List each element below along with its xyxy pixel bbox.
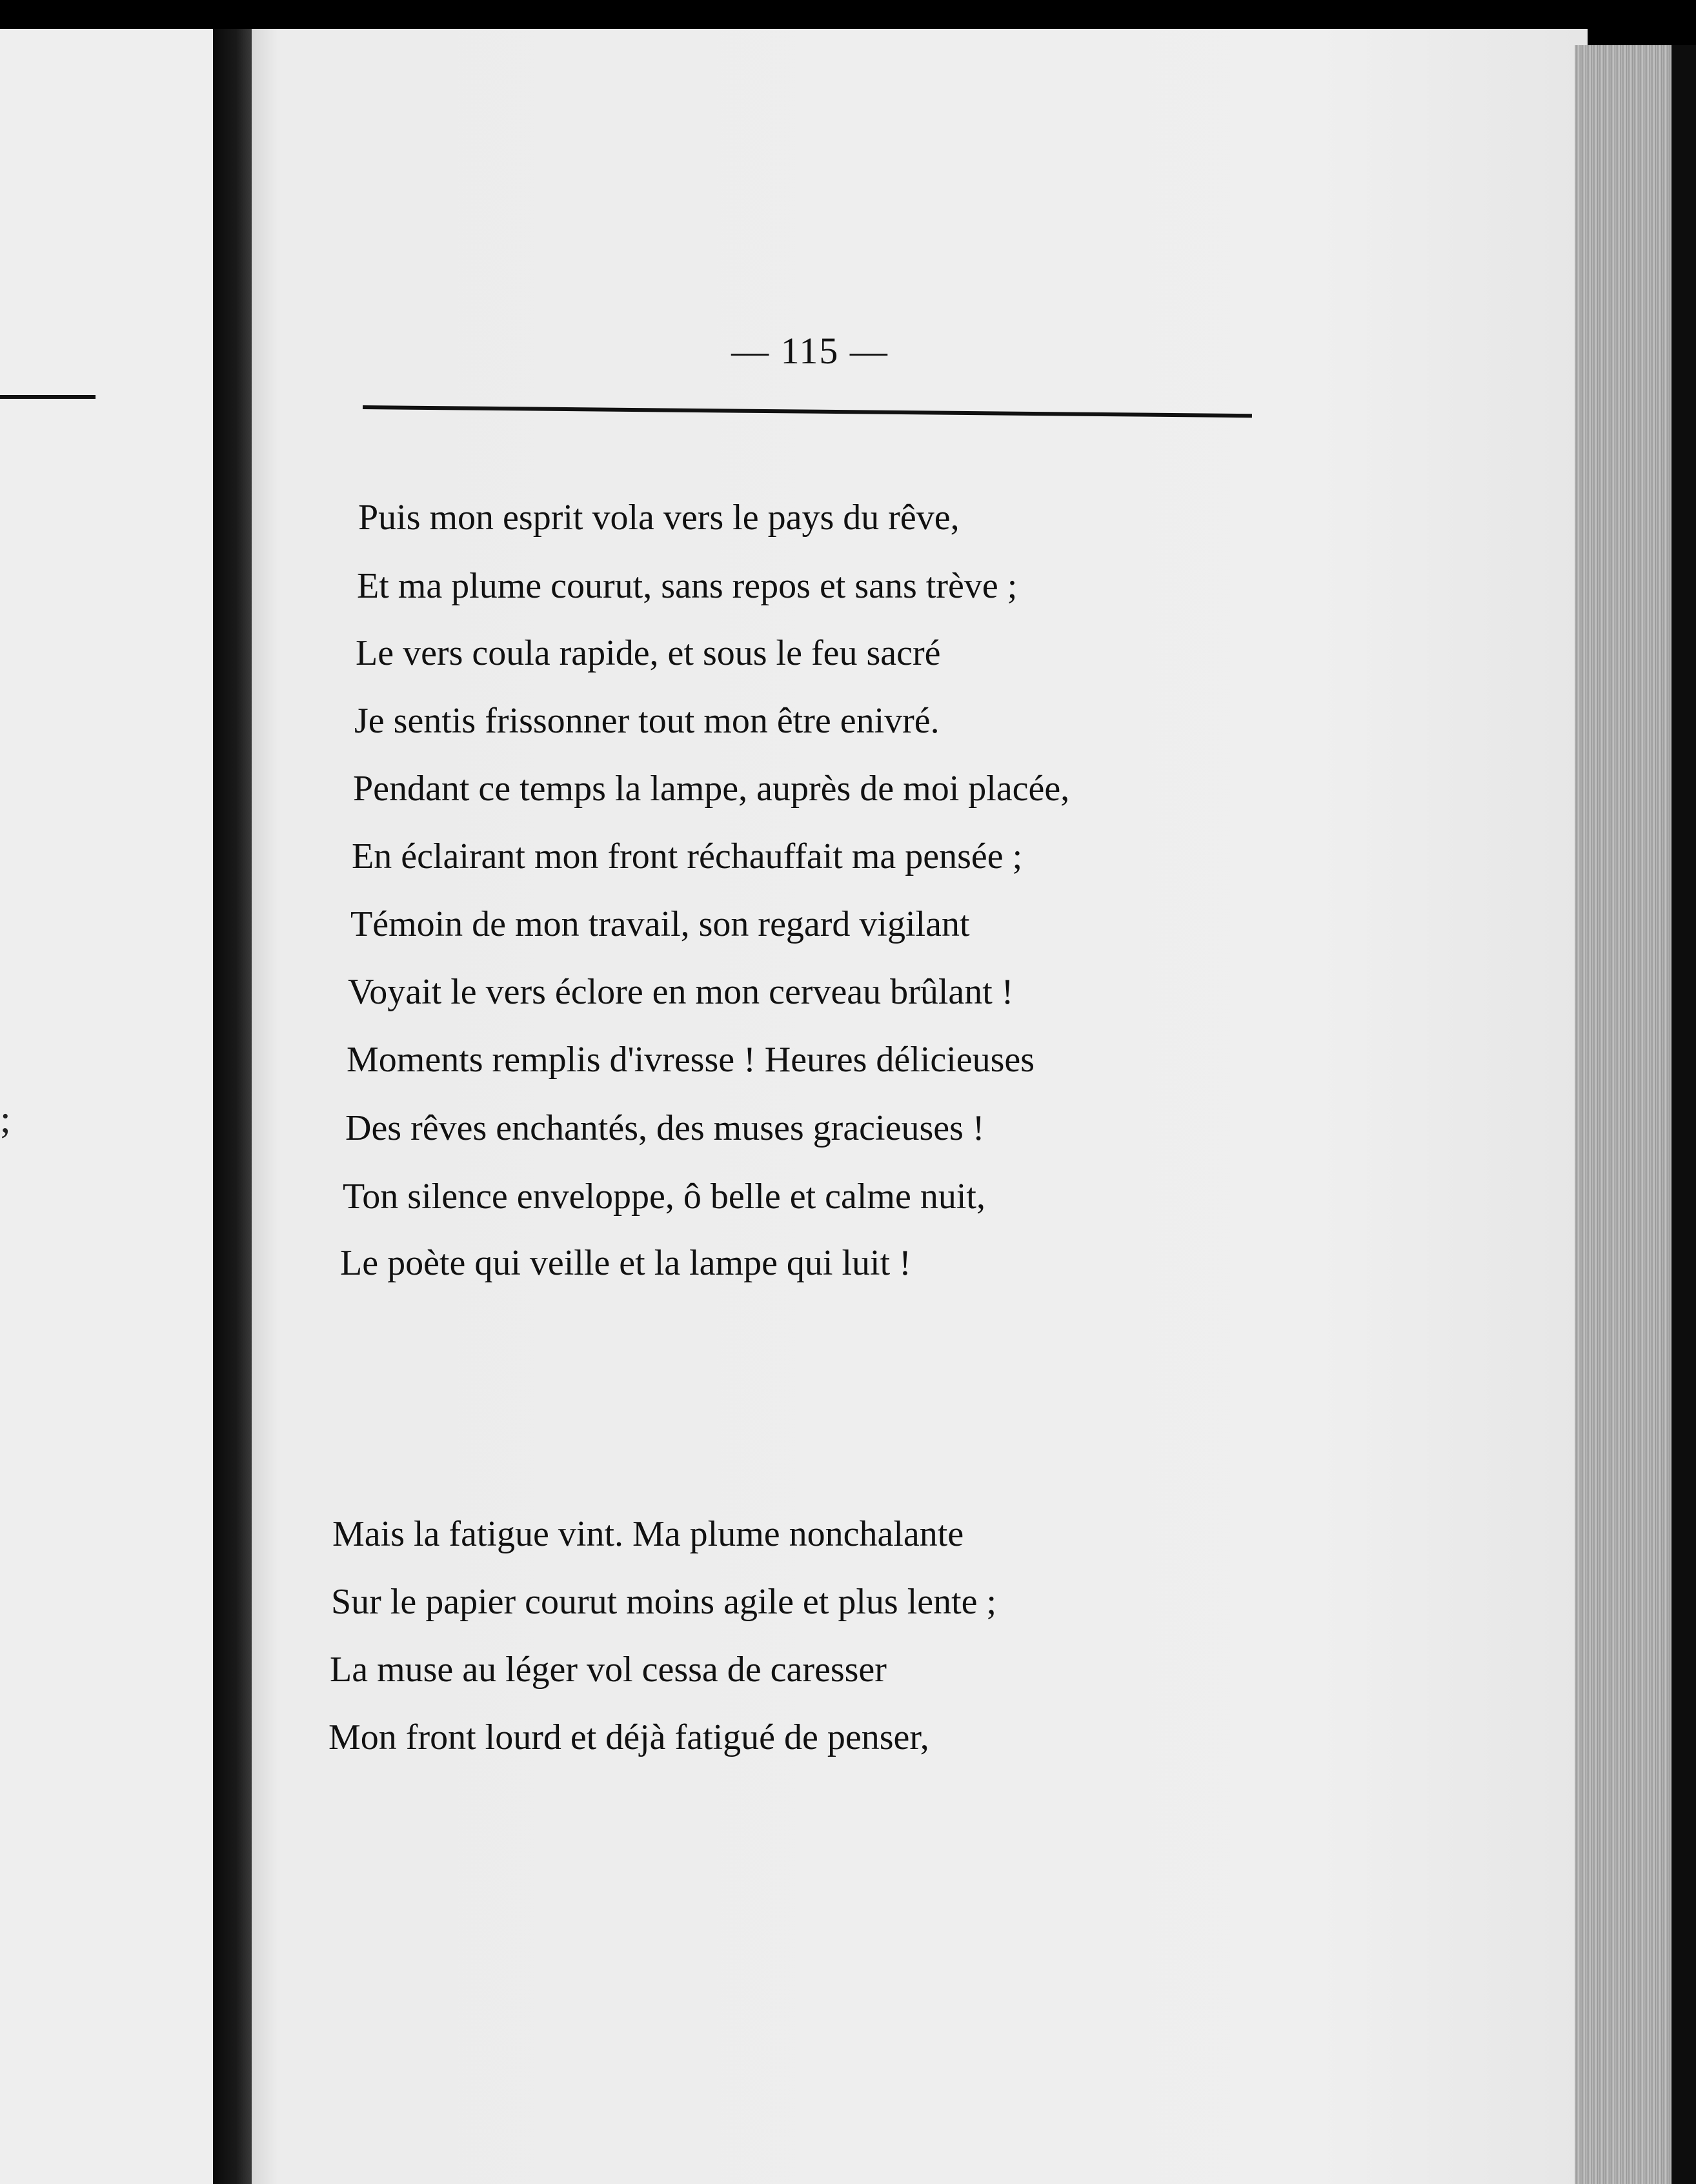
page-edges-shadow: [1671, 45, 1696, 2184]
verse-line: Témoin de mon travail, son regard vigilant: [350, 904, 970, 944]
verse-line: Mon front lourd et déjà fatigué de penser,: [328, 1717, 929, 1757]
verse-line: Sur le papier courut moins agile et plus lente ;: [331, 1582, 997, 1622]
verse-line: En éclairant mon front réchauffait ma pensée ;: [352, 836, 1023, 876]
verse-line: Des rêves enchantés, des muses gracieuses !: [345, 1108, 985, 1148]
verse-line: Moments remplis d'ivresse ! Heures délicieuses: [347, 1040, 1035, 1080]
left-page-rule: [0, 395, 96, 399]
verse-line: La muse au léger vol cessa de caresser: [330, 1650, 887, 1690]
left-page-glyph: ;: [0, 1098, 11, 1140]
verse-line: Ton silence enveloppe, ô belle et calme nuit,: [343, 1177, 985, 1217]
page-number: — 115 —: [731, 330, 889, 372]
book-page: [252, 29, 1588, 2184]
verse-line: Pendant ce temps la lampe, auprès de moi placée,: [353, 769, 1070, 809]
verse-line: Mais la fatigue vint. Ma plume nonchalante: [332, 1514, 964, 1554]
verse-line: Puis mon esprit vola vers le pays du rêve,: [358, 498, 960, 538]
verse-line: Et ma plume courut, sans repos et sans trève ;: [357, 566, 1018, 606]
book-gutter: [213, 29, 252, 2184]
verse-line: Le vers coula rapide, et sous le feu sacré: [356, 633, 941, 673]
verse-line: Le poète qui veille et la lampe qui luit !: [340, 1243, 911, 1283]
verse-line: Je sentis frissonner tout mon être enivré.: [354, 701, 940, 741]
left-facing-page: [0, 29, 213, 2184]
verse-line: Voyait le vers éclore en mon cerveau brûlant !: [348, 972, 1014, 1012]
page-edges: [1575, 45, 1671, 2184]
